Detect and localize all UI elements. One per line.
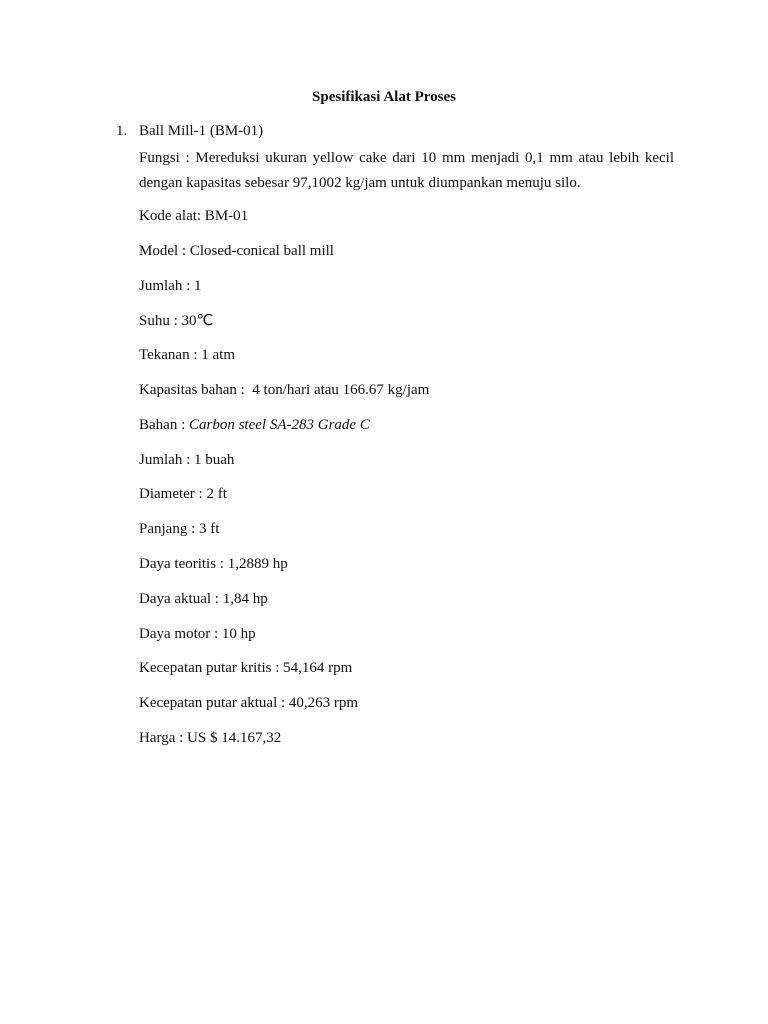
fungsi-paragraph: Fungsi : Mereduksi ukuran yellow cake dari 10 mm menjadi 0,1 mm atau lebih kecil dengan kapasitas sebesar 97,1002 kg/jam untuk diumpankan menuju silo. — [139, 150, 674, 191]
spec-bahan-value: Carbon steel SA-283 Grade C — [189, 416, 370, 433]
spec-harga: Harga : US $ 14.167,32 — [139, 729, 282, 746]
spec-kecepatan-aktual: Kecepatan putar aktual : 40,263 rpm — [139, 695, 359, 712]
spec-kode-alat: Kode alat: BM-01 — [139, 208, 249, 224]
spec-suhu — [139, 311, 679, 346]
spec-tekanan: Tekanan : 1 atm — [139, 347, 235, 364]
spec-daya-teoritis: Daya teoritis : 1,2889 hp — [139, 555, 288, 572]
spec-bahan — [139, 416, 679, 451]
spec-list — [139, 207, 679, 764]
spec-daya-motor: Daya motor : 10 hp — [139, 625, 256, 642]
list-item-heading: Ball Mill-1 (BM-01) — [139, 123, 264, 139]
spec-daya-aktual: Daya aktual : 1,84 hp — [139, 590, 268, 607]
spec-model: Model : Closed-conical ball mill — [139, 242, 334, 259]
list-item-number: 1. — [116, 123, 128, 139]
spec-jumlah: Jumlah : 1 — [139, 277, 202, 294]
spec-jumlah-buah: Jumlah : 1 buah — [139, 451, 235, 468]
page-title: Spesifikasi Alat Proses — [312, 89, 456, 105]
spec-kapasitas: Kapasitas bahan : 4 ton/hari atau 166.67 kg/jam — [139, 381, 430, 398]
spec-diameter: Diameter : 2 ft — [139, 486, 227, 503]
spec-panjang: Panjang : 3 ft — [139, 521, 220, 538]
spec-kecepatan-kritis: Kecepatan putar kritis : 54,164 rpm — [139, 660, 353, 677]
spec-bahan-label: Bahan : — [139, 416, 189, 433]
spec-suhu-unit: ℃ — [196, 311, 214, 330]
spec-suhu-label: Suhu : 30 — [139, 313, 197, 330]
